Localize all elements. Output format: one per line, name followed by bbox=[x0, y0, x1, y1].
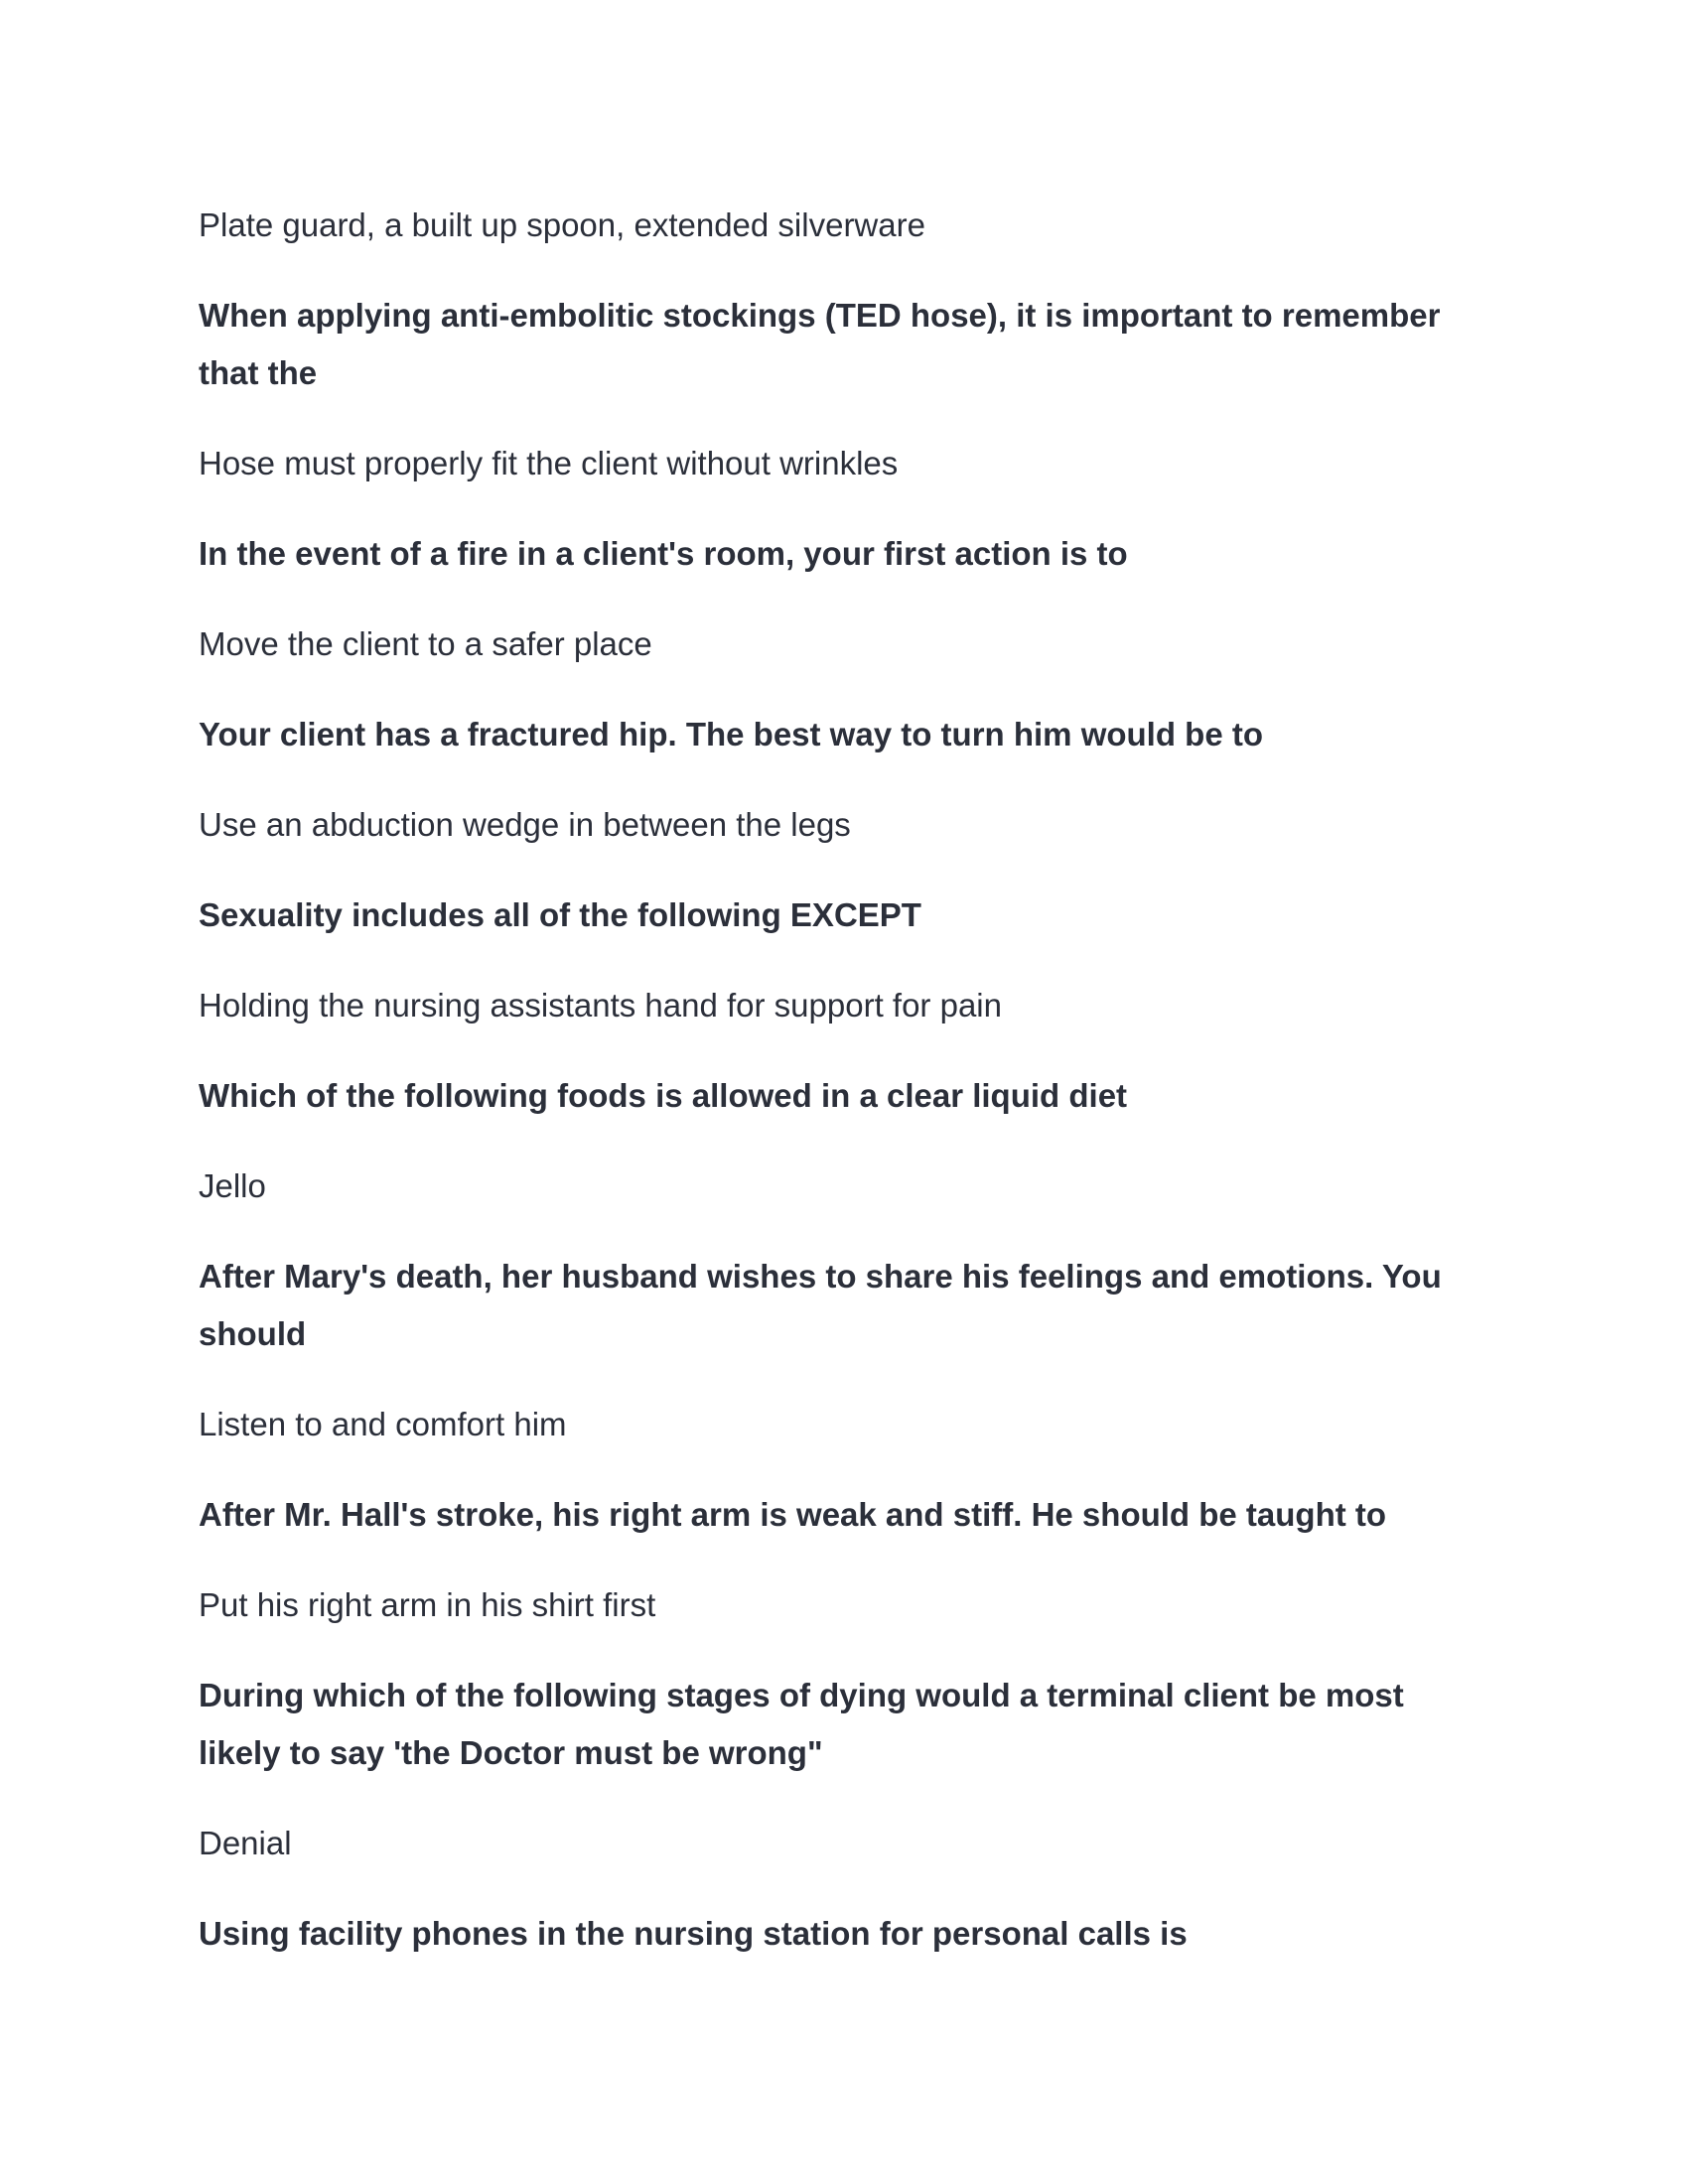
question-text: In the event of a fire in a client's room, your first action is to bbox=[199, 535, 1128, 572]
question-text: After Mary's death, her husband wishes to share his feelings and emotions. You should bbox=[199, 1258, 1442, 1352]
answer-text: Listen to and comfort him bbox=[199, 1406, 567, 1442]
question-text: Using facility phones in the nursing station for personal calls is bbox=[199, 1915, 1188, 1952]
answer-text: Jello bbox=[199, 1167, 266, 1204]
answer-text: Plate guard, a built up spoon, extended silverware bbox=[199, 206, 925, 243]
question-text: Which of the following foods is allowed in a clear liquid diet bbox=[199, 1077, 1128, 1114]
question-text: Your client has a fractured hip. The best way to turn him would be to bbox=[199, 716, 1264, 752]
answer-text: Hose must properly fit the client without wrinkles bbox=[199, 445, 899, 481]
answer-text: Put his right arm in his shirt first bbox=[199, 1586, 656, 1623]
question-text: Sexuality includes all of the following EXCEPT bbox=[199, 896, 921, 933]
question-text: During which of the following stages of dying would a terminal client be most likely to say 'the Doctor must be wrong" bbox=[199, 1677, 1404, 1771]
answer-text: Use an abduction wedge in between the legs bbox=[199, 806, 851, 843]
answer-text: Holding the nursing assistants hand for support for pain bbox=[199, 987, 1002, 1024]
question-text: When applying anti-embolitic stockings (TED hose), it is important to remember that the bbox=[199, 297, 1441, 391]
document-page bbox=[199, 197, 1489, 1995]
answer-text: Move the client to a safer place bbox=[199, 625, 652, 662]
answer-text: Denial bbox=[199, 1825, 292, 1861]
question-text: After Mr. Hall's stroke, his right arm is weak and stiff. He should be taught to bbox=[199, 1496, 1387, 1533]
